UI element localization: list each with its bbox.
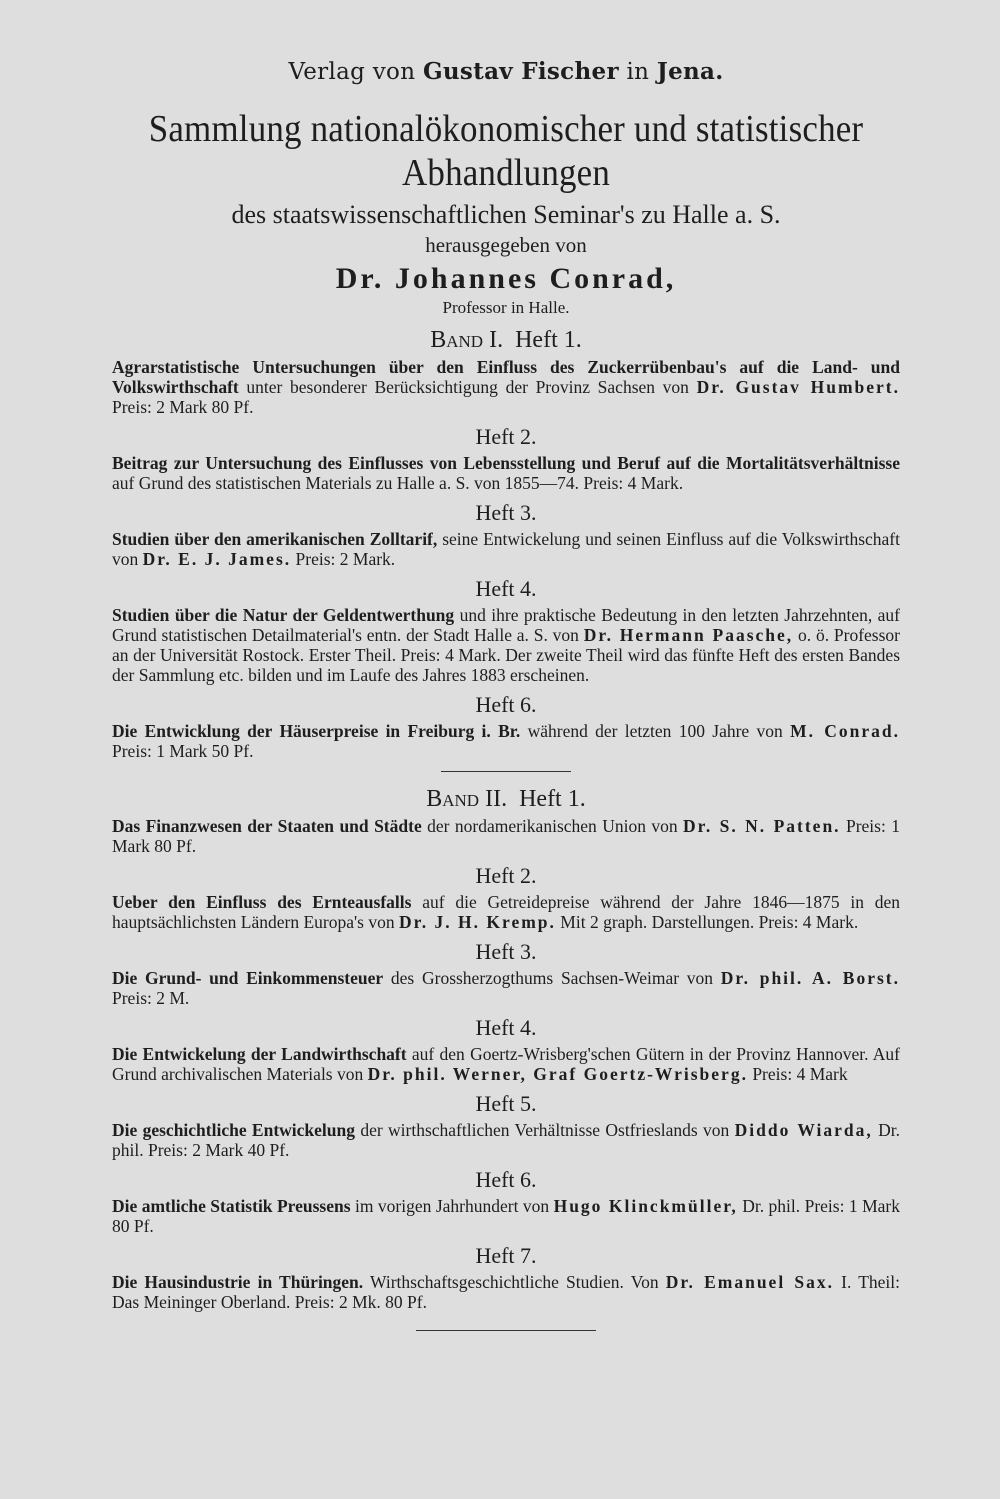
list-item: Ueber den Einfluss des Ernteausfalls auf die Getreidepreise während der Jahre 1846—1875 in den hauptsächlichsten Ländern Europa's von Dr. J. H. Kremp. Mit 2 graph. Darstellungen. Preis: 4 Mark. bbox=[112, 892, 900, 932]
heft-heading: Heft 3. bbox=[475, 500, 537, 525]
band-1-heading bbox=[112, 325, 900, 355]
series-title-line2: Abhandlungen bbox=[401, 152, 611, 194]
editor-title: Professor in Halle. bbox=[442, 298, 570, 317]
publisher-line bbox=[112, 58, 900, 85]
heft-heading: Heft 2. bbox=[475, 424, 537, 449]
heft-heading: Heft 6. bbox=[475, 692, 537, 717]
edited-by: herausgegeben von bbox=[425, 233, 587, 257]
section-divider bbox=[441, 771, 571, 772]
verlag-in: in bbox=[626, 59, 650, 85]
list-item: Die Entwicklung der Häuserpreise in Freiburg i. Br. während der letzten 100 Jahre von M. Conrad. Preis: 1 Mark 50 Pf. bbox=[112, 721, 901, 761]
end-divider bbox=[416, 1330, 596, 1331]
list-item: Die Grund- und Einkommensteuer des Grossherzogthums Sachsen-Weimar von Dr. phil. A. Borst. Preis: 2 M. bbox=[112, 968, 900, 1008]
heft-heading: Heft 4. bbox=[475, 576, 537, 601]
heft-heading: Heft 4. bbox=[475, 1015, 537, 1040]
list-item: Die amtliche Statistik Preussens im vorigen Jahrhundert von Hugo Klinckmüller, Dr. phil. Preis: 1 Mark 80 Pf. bbox=[112, 1196, 900, 1236]
editor-name: Dr. Johannes Conrad, bbox=[335, 262, 677, 295]
list-item: Die geschichtliche Entwickelung der wirthschaftlichen Verhältnisse Ostfrieslands von Diddo Wiarda, Dr. phil. Preis: 2 Mark 40 Pf. bbox=[112, 1120, 900, 1160]
publisher-city: Jena. bbox=[656, 58, 724, 85]
list-item: Studien über die Natur der Geldentwerthung und ihre praktische Bedeutung in den letzten Jahrzehnten, auf Grund statistischen Detailmaterial's entn. der Stadt Halle a. S. von Dr. Hermann Paasche, o. ö. Professor an der Universität Rostock. Erster Theil. Preis: 4 Mark. Der zweite Theil wird das fünfte Heft des ersten Bandes der Sammlung etc. bilden und im Laufe des Jahres 1883 erscheinen. bbox=[112, 605, 900, 685]
verlag-prefix: Verlag von bbox=[288, 59, 416, 85]
band-1-heft-1-label: Heft 1. bbox=[515, 327, 582, 353]
heft-heading: Heft 2. bbox=[475, 863, 537, 888]
band-2-heft-1-label: Heft 1. bbox=[519, 786, 586, 812]
list-item: Die Hausindustrie in Thüringen. Wirthschaftsgeschichtliche Studien. Von Dr. Emanuel Sax. I. Theil: Das Meininger Oberland. Preis: 2 Mk. 80 Pf. bbox=[112, 1272, 900, 1312]
publisher-name: Gustav Fischer bbox=[422, 58, 619, 85]
band-2-heading bbox=[112, 784, 900, 814]
list-item: Agrarstatistische Untersuchungen über den Einfluss des Zuckerrübenbau's auf die Land- und Volkswirthschaft unter besonderer Berücksichtigung der Provinz Sachsen von Dr. Gustav Humbert. Preis: 2 Mark 80 Pf. bbox=[112, 357, 900, 417]
list-item: Das Finanzwesen der Staaten und Städte der nordamerikanischen Union von Dr. S. N. Patten. Preis: 1 Mark 80 Pf. bbox=[112, 816, 901, 856]
list-item: Studien über den amerikanischen Zolltarif, seine Entwickelung und seinen Einfluss auf die Volkswirthschaft von Dr. E. J. James. Preis: 2 Mark. bbox=[112, 529, 900, 569]
heft-heading: Heft 3. bbox=[475, 939, 537, 964]
series-title-line1: Sammlung nationalökonomischer und statistischer bbox=[148, 108, 864, 150]
list-item: Die Entwickelung der Landwirthschaft auf den Goertz-Wrisberg'schen Gütern in der Provinz Hannover. Auf Grund archivalischen Materials von Dr. phil. Werner, Graf Goertz-Wrisberg. Preis: 4 Mark bbox=[112, 1044, 900, 1084]
list-item: Beitrag zur Untersuchung des Einflusses von Lebensstellung und Beruf auf die Mortalitätsverhältnisse auf Grund des statistischen Materials zu Halle a. S. von 1855—74. Preis: 4 Mark. bbox=[112, 453, 900, 493]
heft-heading: Heft 5. bbox=[475, 1091, 537, 1116]
band-1-label: Band I. bbox=[430, 327, 504, 353]
heft-heading: Heft 6. bbox=[475, 1167, 537, 1192]
series-subtitle: des staatswissenschaftlichen Seminar's zu Halle a. S. bbox=[231, 200, 781, 229]
band-2-label: Band II. bbox=[426, 786, 508, 812]
heft-heading: Heft 7. bbox=[475, 1243, 537, 1268]
